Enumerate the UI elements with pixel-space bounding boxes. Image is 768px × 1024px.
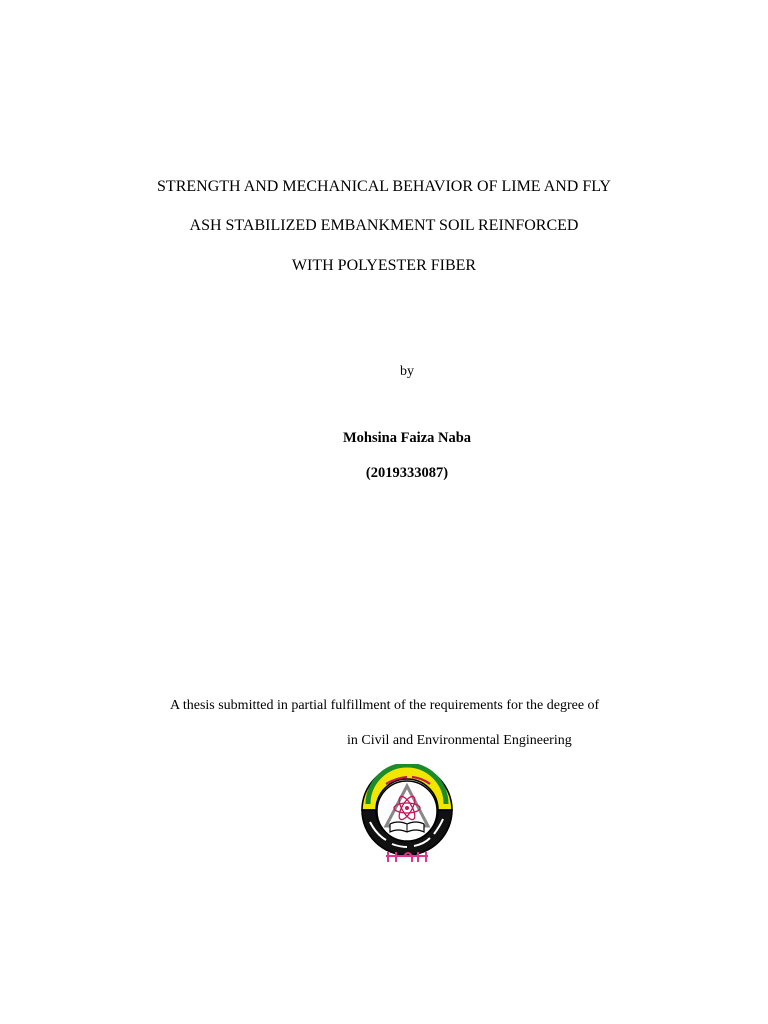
author-name: Mohsina Faiza Naba [342,430,472,446]
university-seal-icon [356,764,458,866]
seal-atom-nucleus [405,806,409,810]
thesis-statement: A thesis submitted in partial fulfillment of the requirements for the degree of [170,698,600,713]
thesis-title-line-2: ASH STABILIZED EMBANKMENT SOIL REINFORCED [189,217,579,234]
thesis-title-line-1: STRENGTH AND MECHANICAL BEHAVIOR OF LIME AND FLY [157,178,611,195]
thesis-title-line-3: WITH POLYESTER FIBER [291,257,477,274]
student-id: (2019333087) [365,465,449,481]
by-label: by [400,364,414,379]
degree-line: in Civil and Environmental Engineering [347,733,572,748]
university-seal-graphic [356,764,458,866]
